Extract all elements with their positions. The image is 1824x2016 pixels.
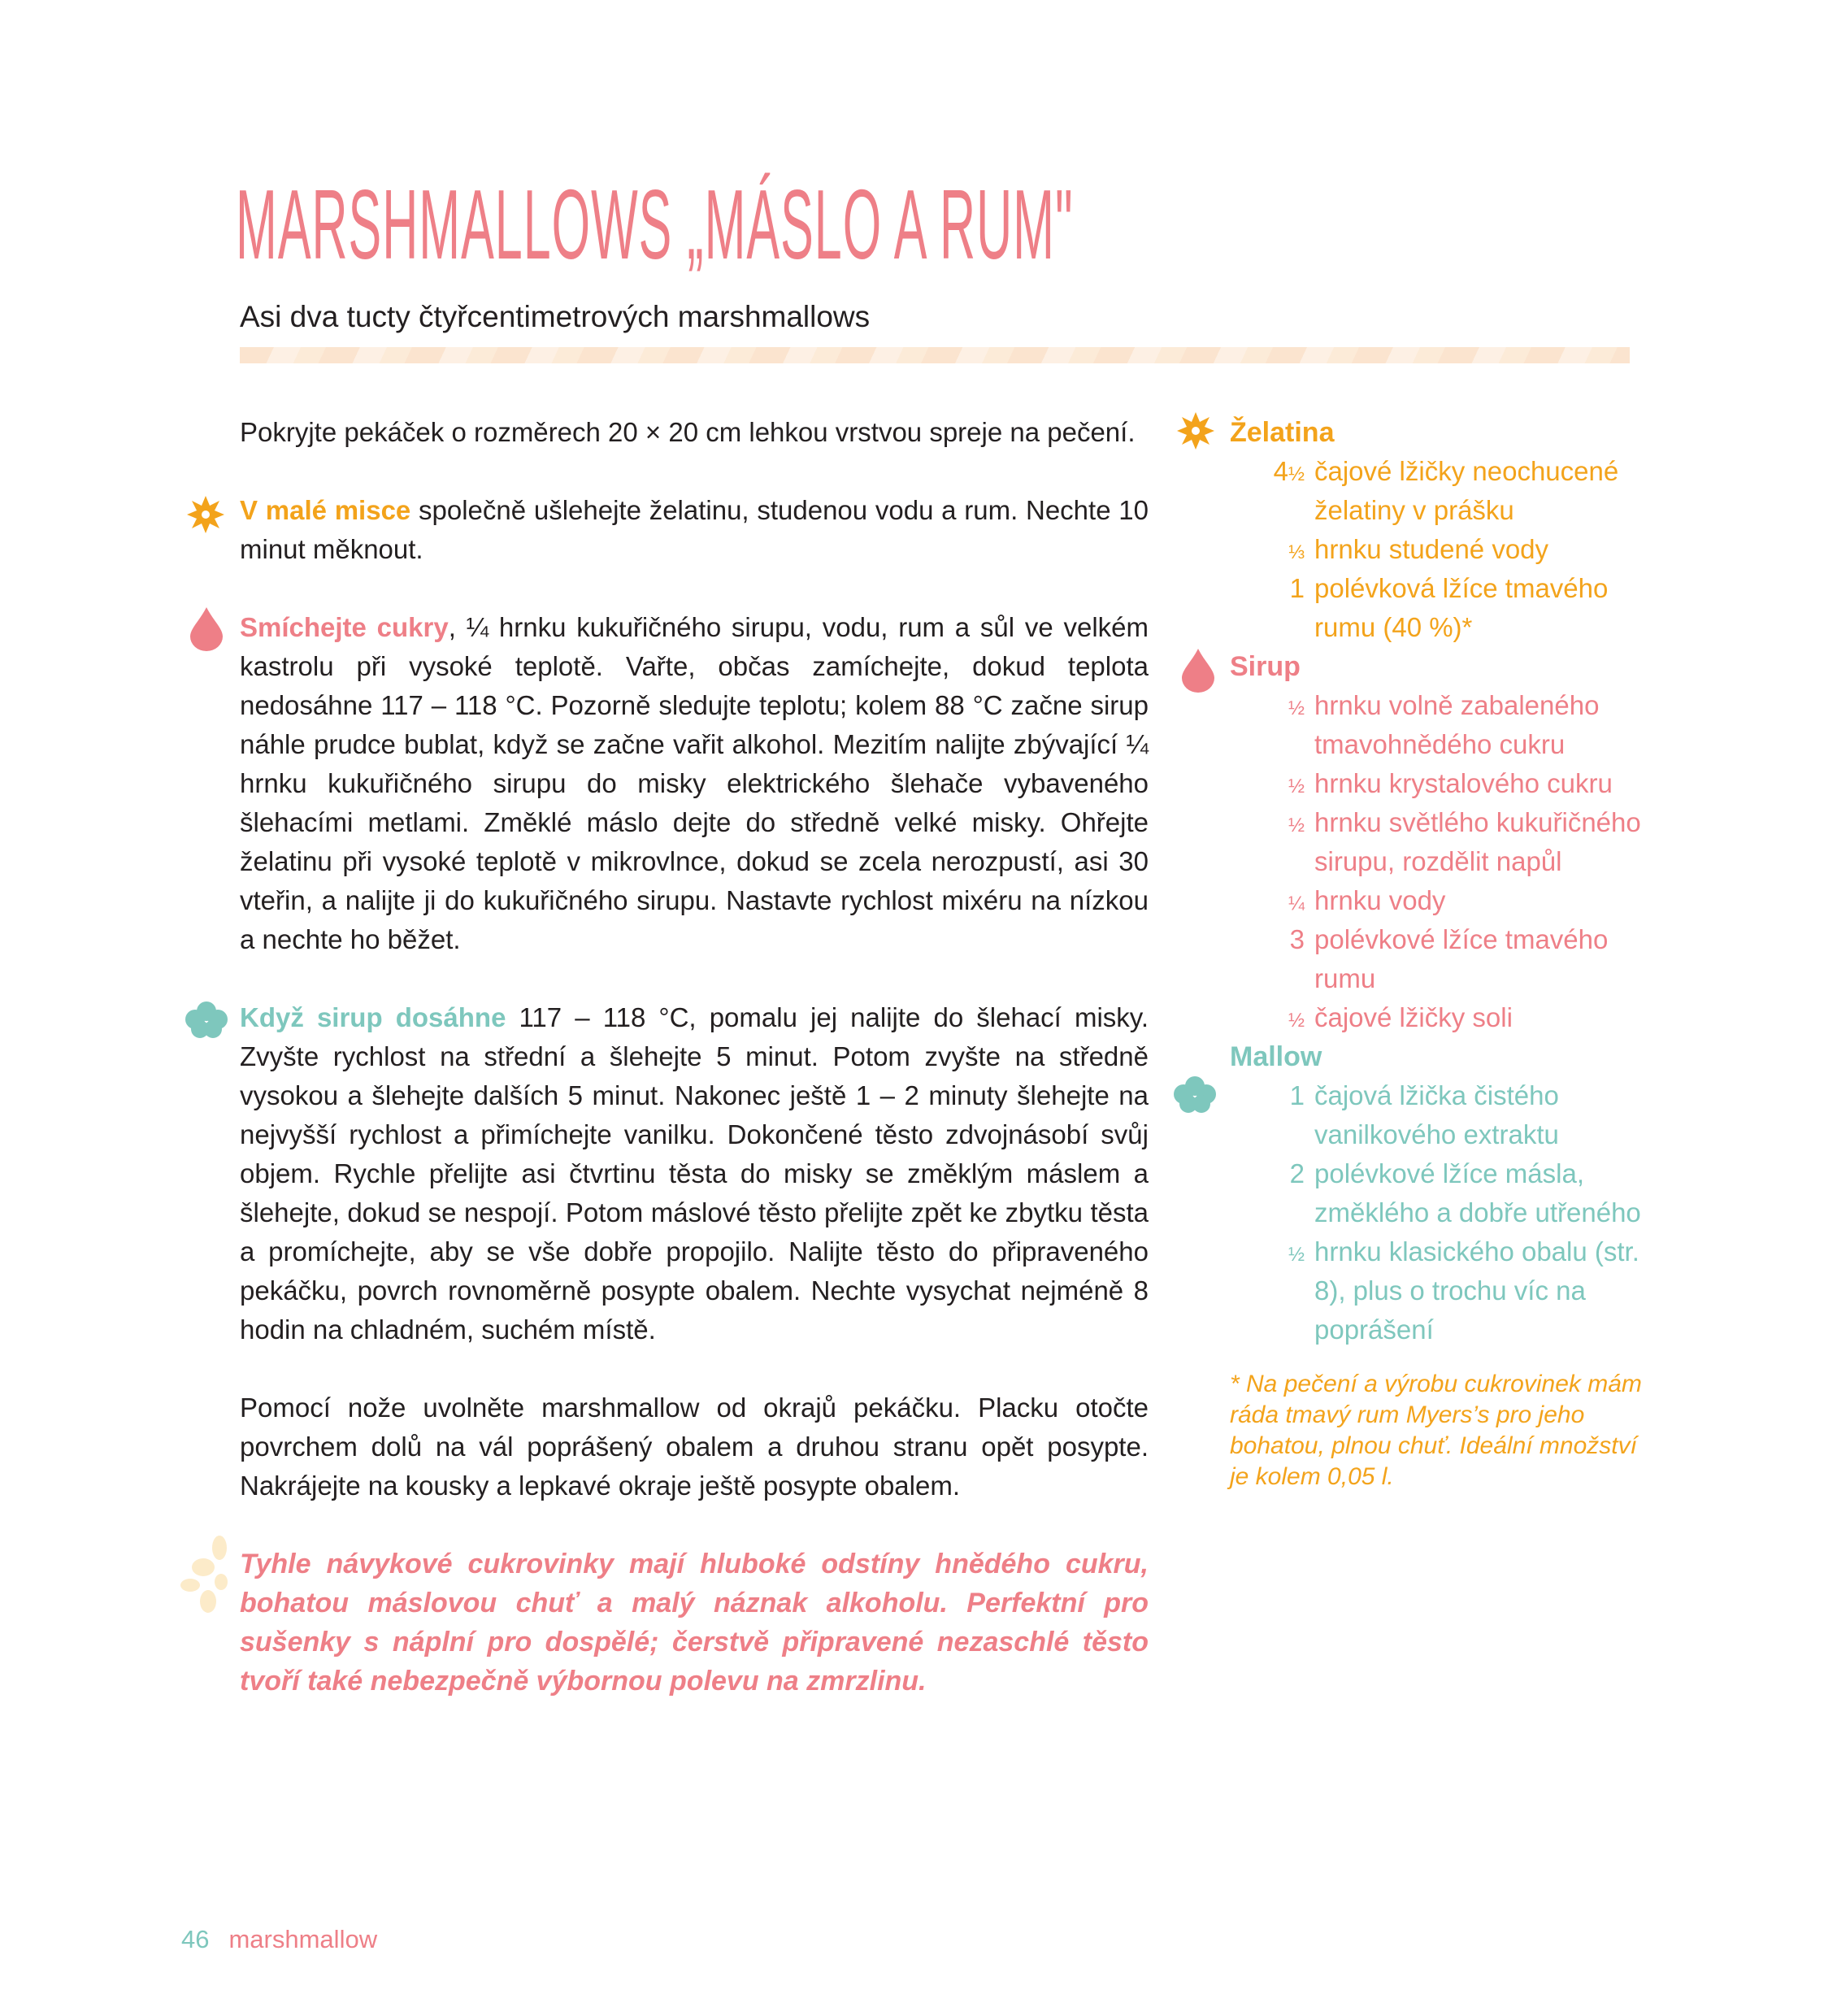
- ingredient-item: 3 polévkové lžíce tmavého rumu: [1289, 924, 1609, 993]
- step-1-text: společně ušlehejte želatinu, studenou vodu a rum. Nechte 10 minut měknout.: [240, 495, 1149, 564]
- ingredient-item: 2 polévkové lžíce másla, změklého a dobře utřeného: [1289, 1158, 1641, 1227]
- ingredient-item: ¼ hrnku vody: [1288, 885, 1446, 915]
- cloud-icon: [184, 1000, 229, 1041]
- pull-quote: Tyhle návykové cukrovinky mají hluboké odstíny hnědého cukru, bohatou máslovou chuť a malý náznak alkoholu. Perfektní pro sušenky s náplní pro dospělé; čerstvě připravené nezaschlé těsto tvoří také nebezpečně výbornou polevu na zmrzlinu.: [240, 1549, 1149, 1697]
- drop-icon: [189, 606, 224, 651]
- step-3: [240, 998, 1149, 1349]
- cloud-icon: [1172, 1075, 1218, 1115]
- decorative-stripe: [240, 347, 1630, 363]
- page-footer: [181, 1923, 377, 1956]
- ingredient-item: 1 polévková lžíce tmavého rumu (40 %)*: [1289, 573, 1609, 642]
- ingredient-item: ½ hrnku krystalového cukru: [1288, 768, 1613, 798]
- ingredients: [1230, 413, 1652, 1492]
- step-intro: Pokryjte pekáček o rozměrech 20 × 20 cm lehkou vrstvou spreje na pečení.: [240, 417, 1136, 447]
- mallow-heading: Mallow: [1230, 1041, 1322, 1072]
- ingredient-item: 4½ čajové lžičky neochucené želatiny v prášku: [1273, 456, 1619, 525]
- step-2-lead: Smíchejte cukry: [240, 612, 449, 642]
- ingredient-item: ⅓ hrnku studené vody: [1288, 534, 1549, 564]
- page-number: 46: [181, 1925, 210, 1953]
- ingredient-item: ½ hrnku volně zabaleného tmavohnědého cukru: [1288, 690, 1600, 759]
- sunburst-icon: [1175, 411, 1216, 451]
- ingredient-item: ½ hrnku klasického obalu (str. 8), plus o trochu víc na poprášení: [1288, 1236, 1639, 1345]
- ingredient-item: ½ hrnku světlého kukuřičného sirupu, rozdělit napůl: [1288, 807, 1641, 876]
- step-1-lead: V malé misce: [240, 495, 411, 525]
- syrup-heading: Sirup: [1230, 651, 1301, 682]
- footnote: * Na pečení a výrobu cukrovinek mám ráda tmavý rum Myers’s pro jeho bohatou, plnou chuť. Ideální množství je kolem 0,05 l.: [1230, 1371, 1642, 1490]
- splash-icon: [179, 1535, 236, 1624]
- step-2: [240, 608, 1149, 959]
- gelatin-heading: Želatina: [1230, 417, 1335, 448]
- page-title: MARSHMALLOWS „MÁSLO A RUM": [236, 169, 1074, 280]
- step-4: Pomocí nože uvolněte marshmallow od okrajů pekáčku. Placku otočte povrchem dolů na vál poprášený obalem a druhou stranu opět posypte. Nakrájejte na kousky a lepkavé okraje ještě posypte obalem.: [240, 1393, 1149, 1501]
- section-name: marshmallow: [228, 1925, 378, 1953]
- sunburst-icon: [185, 494, 226, 535]
- page-subtitle: Asi dva tucty čtyřcentimetrových marshmallows: [240, 300, 871, 333]
- ingredient-item: ½ čajové lžičky soli: [1288, 1002, 1513, 1032]
- step-1: [240, 491, 1149, 569]
- instructions: [240, 413, 1149, 1740]
- ingredient-item: 1 čajová lžička čistého vanilkového extraktu: [1289, 1080, 1559, 1149]
- step-2-text: , ¼ hrnku kukuřičného sirupu, vodu, rum a sůl ve velkém kastrolu při vysoké teplotě. Vařte, občas zamíchejte, dokud teplota nedosáhne 117 – 118 °C. Pozorně sledujte teplotu; kolem 88 °C začne sirup náhle prudce bublat, když se začne vařit alkohol. Mezitím nalijte zbývající ¼ hrnku kukuřičného sirupu do misky elektrického šlehače vybaveného šlehacími metlami. Změklé máslo dejte do středně velké misky. Ohřejte želatinu při vysoké teplotě v mikrovlnce, dokud se zcela nerozpustí, asi 30 vteřin, a nalijte ji do kukuřičného sirupu. Nastavte rychlost mixéru na nízkou a nechte ho běžet.: [240, 612, 1149, 954]
- step-3-text: 117 – 118 °C, pomalu jej nalijte do šlehací misky. Zvyšte rychlost na střední a šlehejte 5 minut. Potom zvyšte na středně vysokou a šlehejte dalších 5 minut. Nakonec ještě 1 – 2 minuty šlehejte na nejvyšší rychlost a přimíchejte vanilku. Dokončené těsto zdvojnásobí svůj objem. Rychle přelijte asi čtvrtinu těsta do misky se změklým máslem a šlehejte, dokud se nespojí. Potom máslové těsto přelijte zpět ke zbytku těsta a promíchejte, aby se vše dobře propojilo. Nalijte těsto do připraveného pekáčku, povrch rovnoměrně posypte obalem. Nechte vysychat nejméně 8 hodin na chladném, suchém místě.: [240, 1002, 1149, 1345]
- drop-icon: [1180, 647, 1216, 693]
- step-3-lead: Když sirup dosáhne: [240, 1002, 506, 1032]
